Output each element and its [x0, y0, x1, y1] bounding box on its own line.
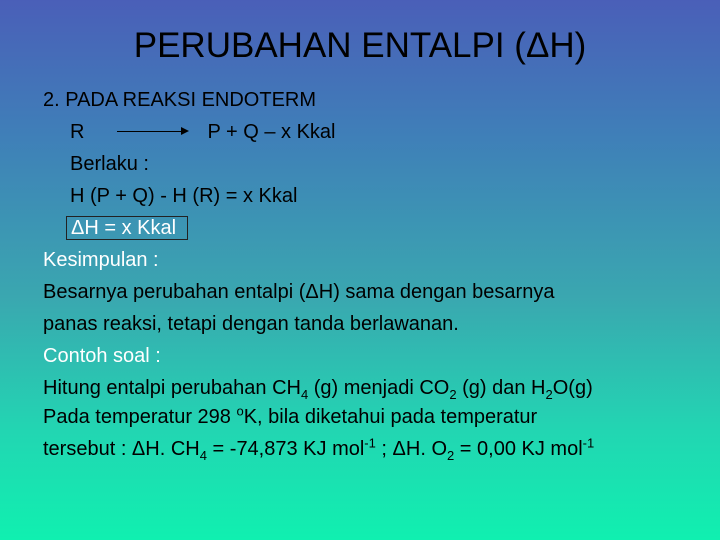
subscript: 2	[545, 387, 553, 402]
berlaku-label: Berlaku :	[70, 153, 149, 175]
soal-text: tersebut : ΔH. CH	[43, 438, 200, 460]
kesimpulan-label: Kesimpulan :	[43, 249, 159, 271]
soal-text: Pada temperatur 298	[43, 406, 237, 428]
enthalpy-equation: H (P + Q) - H (R) = x Kkal	[70, 185, 298, 207]
subscript: 4	[199, 448, 207, 463]
subscript: 4	[300, 387, 309, 402]
soal-text: = -74,873 KJ mol	[206, 438, 365, 460]
slide-title: PERUBAHAN ENTALPI (ΔH)	[133, 26, 587, 65]
superscript: -1	[582, 435, 595, 451]
contoh-label: Contoh soal :	[43, 345, 161, 367]
superscript: -1	[364, 435, 376, 451]
soal-text: (g) dan H	[456, 377, 546, 399]
delta-h-line	[70, 215, 188, 241]
reactant: R	[70, 121, 85, 143]
kesimpulan-text-1: Besarnya perubahan entalpi (ΔH) sama dengan besarnya	[43, 281, 555, 303]
reaction-line	[70, 119, 335, 145]
delta-h-boxed: ΔH = x Kkal	[66, 216, 188, 240]
soal-text: (g) menjadi CO	[308, 377, 450, 399]
products: P + Q – x Kkal	[207, 121, 336, 143]
soal-text: ; ΔH. O	[375, 438, 448, 460]
soal-text: K, bila diketahui pada temperatur	[243, 406, 538, 428]
section-heading: 2. PADA REAKSI ENDOTERM	[43, 89, 317, 111]
soal-text: Hitung entalpi perubahan CH	[43, 377, 301, 399]
subscript: 2	[449, 387, 457, 402]
superscript: o	[236, 403, 244, 419]
soal-text: = 0,00 KJ mol	[454, 438, 583, 460]
soal-line-3	[43, 436, 594, 462]
reaction-arrow-icon	[117, 131, 187, 132]
soal-line-1	[43, 375, 593, 401]
kesimpulan-text-2: panas reaksi, tetapi dengan tanda berlawanan.	[43, 313, 459, 335]
soal-line-2	[43, 404, 537, 430]
subscript: 2	[447, 448, 455, 463]
soal-text: O(g)	[552, 377, 593, 399]
